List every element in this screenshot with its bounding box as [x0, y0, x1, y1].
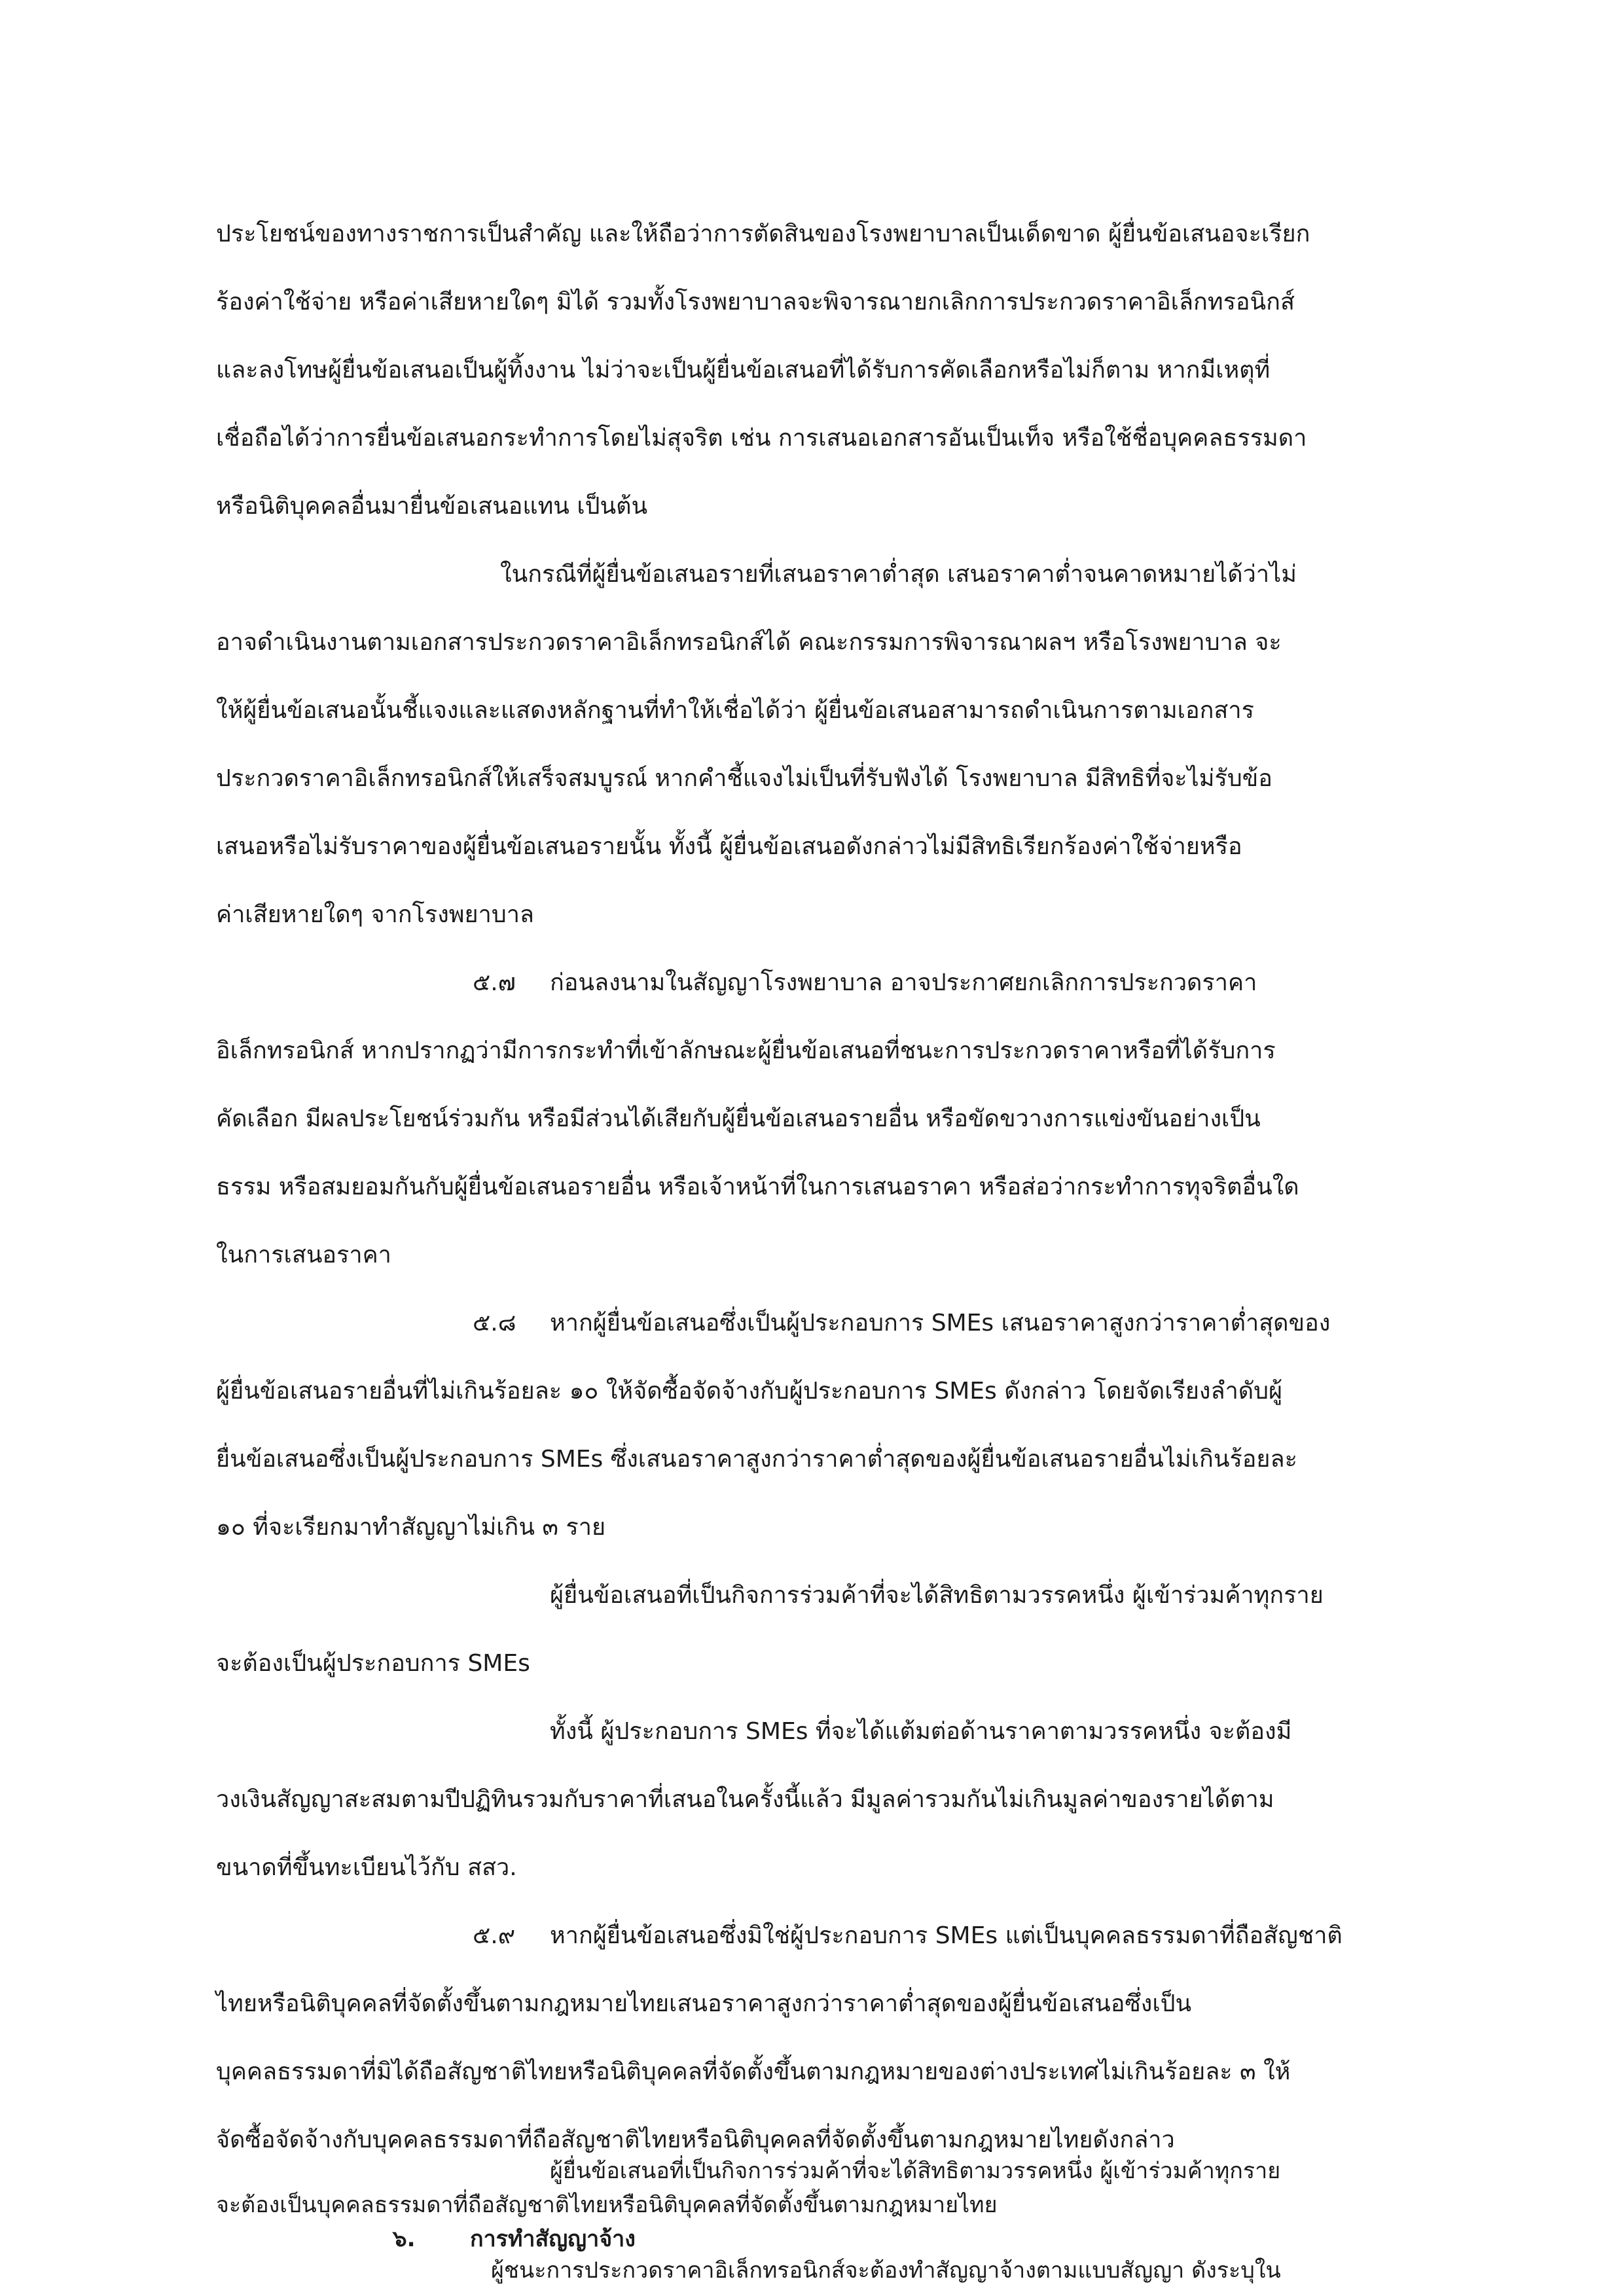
clause-5-7: [473, 971, 1257, 995]
text-line: หากผู้ยื่นข้อเสนอซึ่งเป็นผู้ประกอบการ SMEs เสนอราคาสูงกว่าราคาต่ำสุดของ: [550, 1310, 1331, 1336]
section-title: การทำสัญญาจ้าง: [470, 2226, 636, 2252]
text-line: และลงโทษผู้ยื่นข้อเสนอเป็นผู้ทิ้งงาน ไม่ว่าจะเป็นผู้ยื่นข้อเสนอที่ได้รับการคัดเลือกหรือไม่ก็ตาม หากมีเหตุที่: [216, 357, 1271, 384]
text-line: คัดเลือก มีผลประโยชน์ร่วมกัน หรือมีส่วนได้เสียกับผู้ยื่นข้อเสนอรายอื่น หรือขัดขวางการแข่งขันอย่างเป็น: [216, 1105, 1261, 1132]
text-line: ๑๐ ที่จะเรียกมาทำสัญญาไม่เกิน ๓ ราย: [216, 1514, 606, 1541]
text-line: จะต้องเป็นบุคคลธรรมดาที่ถือสัญชาติไทยหรือนิติบุคคลที่จัดตั้งขึ้นตามกฎหมายไทย: [216, 2192, 998, 2218]
text-line: จัดซื้อจัดจ้างกับบุคคลธรรมดาที่ถือสัญชาติไทยหรือนิติบุคคลที่จัดตั้งขึ้นตามกฎหมายไทยดังกล่าว: [216, 2126, 1175, 2153]
text-line: เสนอหรือไม่รับราคาของผู้ยื่นข้อเสนอรายนั้น ทั้งนี้ ผู้ยื่นข้อเสนอดังกล่าวไม่มีสิทธิเรียกร้องค่าใช้จ่ายหรือ: [216, 833, 1242, 860]
clause-number: ๖.: [393, 2226, 416, 2252]
text-line: วงเงินสัญญาสะสมตามปีปฏิทินรวมกับราคาที่เสนอในครั้งนี้แล้ว มีมูลค่ารวมกันไม่เกินมูลค่าของรายได้ตาม: [216, 1786, 1274, 1813]
text-line: หากผู้ยื่นข้อเสนอซึ่งมิใช่ผู้ประกอบการ SMEs แต่เป็นบุคคลธรรมดาที่ถือสัญชาติ: [550, 1922, 1343, 1949]
text-line: บุคคลธรรมดาที่มิได้ถือสัญชาติไทยหรือนิติบุคคลที่จัดตั้งขึ้นตามกฎหมายของต่างประเทศไม่เกินร้อยละ ๓ ให้: [216, 2058, 1291, 2085]
text-line: หรือนิติบุคคลอื่นมายื่นข้อเสนอแทน เป็นต้น: [216, 493, 648, 520]
text-line: ทั้งนี้ ผู้ประกอบการ SMEs ที่จะได้แต้มต่อด้านราคาตามวรรคหนึ่ง จะต้องมี: [550, 1718, 1292, 1745]
text-line: ผู้ชนะการประกวดราคาอิเล็กทรอนิกส์จะต้องทำสัญญาจ้างตามแบบสัญญา ดังระบุใน: [491, 2257, 1281, 2284]
text-line: ในกรณีที่ผู้ยื่นข้อเสนอรายที่เสนอราคาต่ำสุด เสนอราคาต่ำจนคาดหมายได้ว่าไม่: [500, 561, 1297, 588]
text-line: ธรรม หรือสมยอมกันกับผู้ยื่นข้อเสนอรายอื่น หรือเจ้าหน้าที่ในการเสนอราคา หรือส่อว่ากระทำการทุจริตอื่นใด: [216, 1174, 1299, 1200]
text-line: ประกวดราคาอิเล็กทรอนิกส์ให้เสร็จสมบูรณ์ หากคำชี้แจงไม่เป็นที่รับฟังได้ โรงพยาบาล มีสิทธิที่จะไม่รับข้อ: [216, 765, 1272, 792]
clause-number: ๕.๘: [473, 1310, 516, 1336]
text-line: ค่าเสียหายใดๆ จากโรงพยาบาล: [216, 901, 534, 928]
text-line: ในการเสนอราคา: [216, 1242, 391, 1268]
clause-number: ๕.๗: [473, 969, 516, 996]
text-line: เชื่อถือได้ว่าการยื่นข้อเสนอกระทำการโดยไม่สุจริต เช่น การเสนอเอกสารอันเป็นเท็จ หรือใช้ชื่อบุคคลธรรมดา: [216, 425, 1307, 452]
section-6-heading: [393, 2228, 636, 2250]
text-line: ประโยชน์ของทางราชการเป็นสำคัญ และให้ถือว่าการตัดสินของโรงพยาบาลเป็นเด็ดขาด ผู้ยื่นข้อเสนอจะเรียก: [216, 221, 1310, 247]
clause-5-8: [473, 1312, 1330, 1335]
text-line: ให้ผู้ยื่นข้อเสนอนั้นชี้แจงและแสดงหลักฐานที่ทำให้เชื่อได้ว่า ผู้ยื่นข้อเสนอสามารถดำเนินการตามเอกสาร: [216, 697, 1254, 724]
text-line: ยื่นข้อเสนอซึ่งเป็นผู้ประกอบการ SMEs ซึ่งเสนอราคาสูงกว่าราคาต่ำสุดของผู้ยื่นข้อเสนอรายอื่นไม่เกินร้อยละ: [216, 1446, 1297, 1473]
clause-5-9: [473, 1924, 1343, 1948]
text-line: อาจดำเนินงานตามเอกสารประกวดราคาอิเล็กทรอนิกส์ได้ คณะกรรมการพิจารณาผลฯ หรือโรงพยาบาล จะ: [216, 629, 1282, 656]
text-line: ก่อนลงนามในสัญญาโรงพยาบาล อาจประกาศยกเลิกการประกวดราคา: [550, 969, 1257, 996]
text-line: ร้องค่าใช้จ่าย หรือค่าเสียหายใดๆ มิได้ รวมทั้งโรงพยาบาลจะพิจารณายกเลิกการประกวดราคาอิเล็กทรอนิกส์: [216, 289, 1295, 315]
text-line: ผู้ยื่นข้อเสนอที่เป็นกิจการร่วมค้าที่จะได้สิทธิตามวรรคหนึ่ง ผู้เข้าร่วมค้าทุกราย: [550, 1582, 1324, 1609]
text-line: จะต้องเป็นผู้ประกอบการ SMEs: [216, 1650, 530, 1677]
text-line: ผู้ยื่นข้อเสนอที่เป็นกิจการร่วมค้าที่จะได้สิทธิตามวรรคหนึ่ง ผู้เข้าร่วมค้าทุกราย: [550, 2158, 1281, 2184]
text-line: อิเล็กทรอนิกส์ หากปรากฏว่ามีการกระทำที่เข้าลักษณะผู้ยื่นข้อเสนอที่ชนะการประกวดราคาหรือที่ได้รับการ: [216, 1037, 1276, 1064]
text-line: ไทยหรือนิติบุคคลที่จัดตั้งขึ้นตามกฎหมายไทยเสนอราคาสูงกว่าราคาต่ำสุดของผู้ยื่นข้อเสนอซึ่งเป็น: [216, 1990, 1192, 2017]
clause-number: ๕.๙: [473, 1922, 516, 1949]
text-line: ผู้ยื่นข้อเสนอรายอื่นที่ไม่เกินร้อยละ ๑๐ ให้จัดซื้อจัดจ้างกับผู้ประกอบการ SMEs ดังกล่าว โดยจัดเรียงลำดับผู้: [216, 1378, 1283, 1405]
text-line: ขนาดที่ขึ้นทะเบียนไว้กับ สสว.: [216, 1854, 517, 1881]
